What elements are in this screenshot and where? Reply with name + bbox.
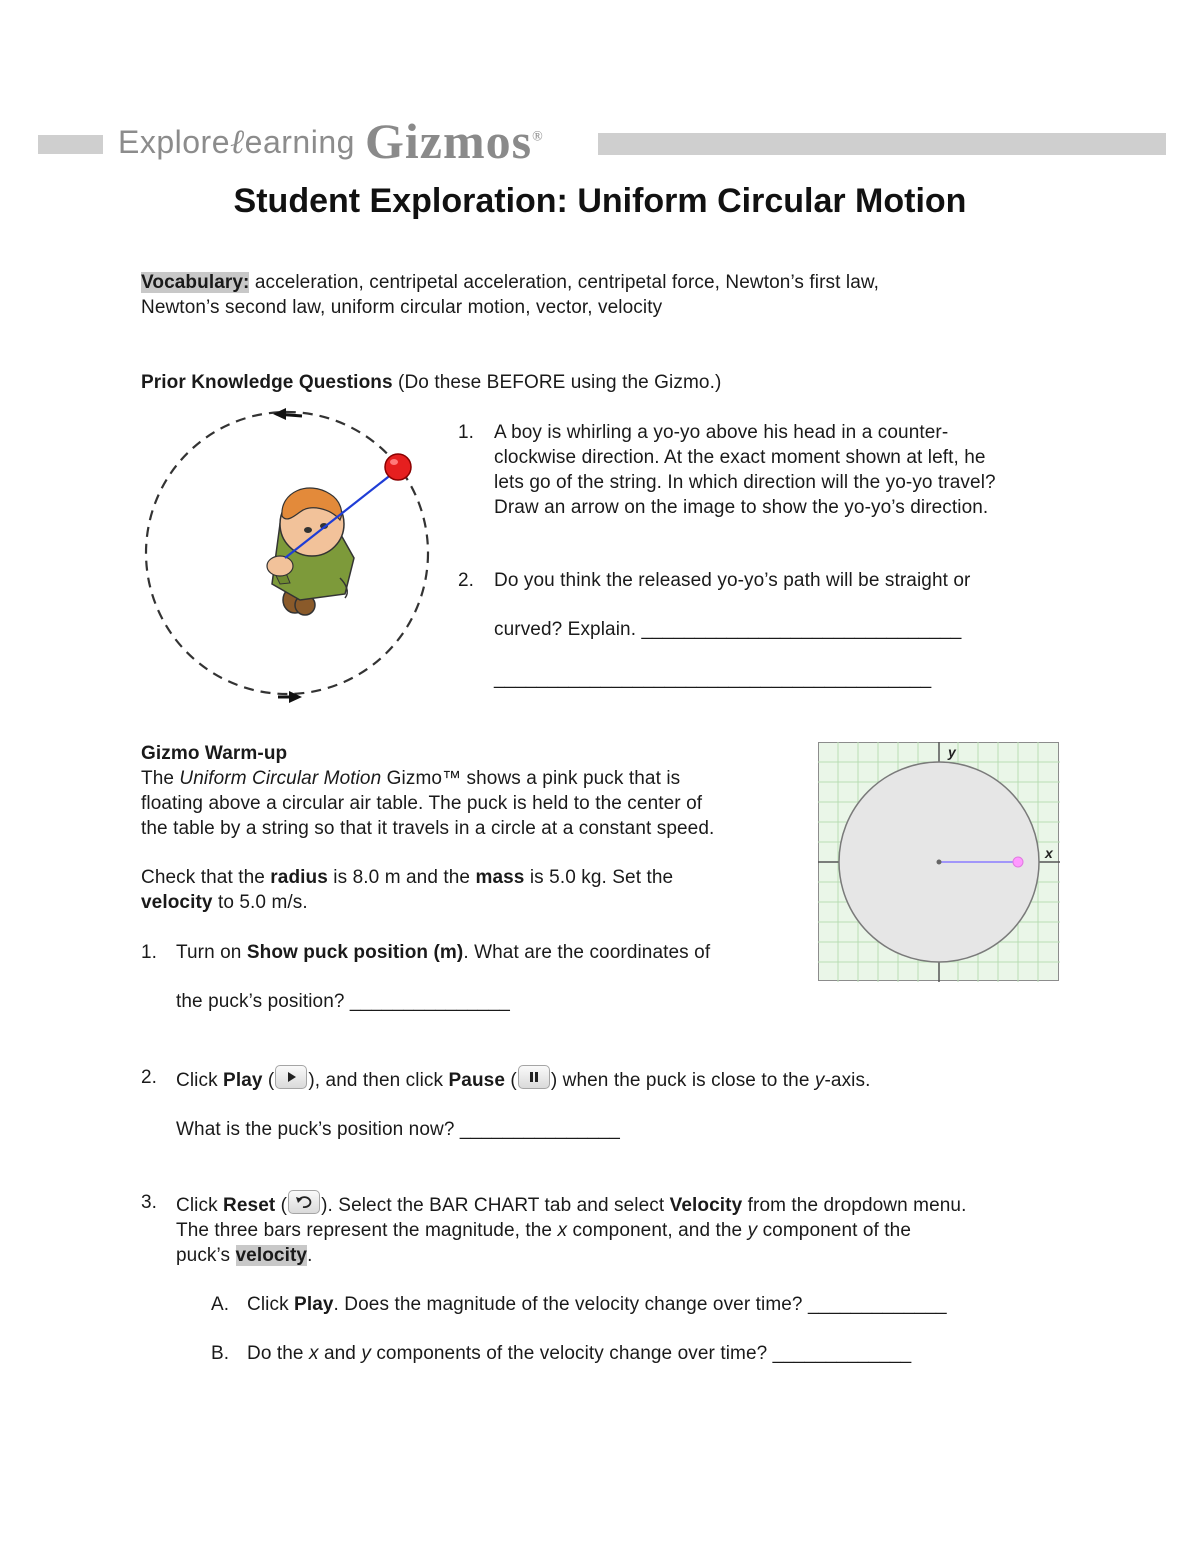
warmup-q1-answer-line[interactable]: the puck’s position? _______________ [176, 991, 510, 1012]
warmup-q2-line1: Click Play ( ), and then click Pause ( ) when the puck is close to the y-axis. [176, 1065, 1101, 1093]
prior-question-2: 2. Do you think the released yo-yo’s path will be straight or curved? Explain. ______________________________ _________________________________________ [458, 568, 1078, 691]
warmup-intro-line1: The Uniform Circular Motion Gizmo™ shows a pink puck that is [141, 768, 681, 789]
prior-knowledge-heading: Prior Knowledge Questions (Do these BEFORE using the Gizmo.) [141, 372, 722, 393]
warmup-heading: Gizmo Warm-up [141, 743, 288, 764]
boy-figure [267, 488, 354, 615]
warmup-q3-line1: Click Reset ( ). Select the BAR CHART tab and select Velocity from the dropdown menu. [176, 1190, 1101, 1218]
vocabulary-line2: Newton’s second law, uniform circular motion, vector, velocity [141, 297, 663, 318]
warmup-check-line2: velocity to 5.0 m/s. [141, 892, 308, 913]
page-title: Student Exploration: Uniform Circular Motion [233, 182, 967, 220]
prior-q2-answer-line-2[interactable]: _________________________________________ [494, 668, 932, 689]
warmup-question-1: 1. Turn on Show puck position (m). What are the coordinates of the puck’s position? _______________ [141, 940, 821, 1014]
prior-q1-line: lets go of the string. In which direction will the yo-yo travel? [494, 472, 996, 493]
vocabulary-label: Vocabulary: [141, 272, 250, 293]
part-a-answer-line[interactable]: . Does the magnitude of the velocity change over time? _____________ [333, 1294, 947, 1315]
part-b-answer-line[interactable]: components of the velocity change over time? _____________ [370, 1343, 912, 1364]
center-pin [937, 860, 942, 865]
pause-button-icon [518, 1065, 550, 1089]
logo-swirl-l: ℓ [230, 124, 245, 161]
prior-q1-line: clockwise direction. At the exact moment shown at left, he [494, 447, 986, 468]
warmup-question-2: 2. Click Play ( ), and then click Pause ( ) when the puck is close to the y-axis. What is the puck’s position now? _______________ [141, 1065, 1101, 1142]
prior-q1-line: A boy is whirling a yo-yo above his head in a counter- [494, 422, 949, 443]
vocabulary [141, 270, 1101, 320]
gizmos-logo: Gizmos® [365, 113, 544, 169]
prior-q2-answer-line[interactable]: curved? Explain. ______________________________ [494, 619, 962, 640]
warmup-q3-part-a: A. Click Play. Does the magnitude of the velocity change over time? _____________ [211, 1294, 947, 1315]
warmup-intro-line2: floating above a circular air table. The puck is held to the center of [141, 793, 703, 814]
yoyo-ball [385, 454, 411, 480]
warmup-intro-line3: the table by a string so that it travels in a circle at a constant speed. [141, 818, 715, 839]
prior-q2-line1: Do you think the released yo-yo’s path will be straight or [494, 570, 971, 591]
warmup-question-3: 3. Click Reset ( ). Select the BAR CHART tab and select Velocity from the dropdown menu. The three bars represent the magnitude, the x component, and the y component of the puck’s velocity. A. Click Play. Does the magnitude of the velocity change over time? _____________ B. Do the x and y components of the velocity change over time? _____________ [141, 1190, 1101, 1366]
prior-q1-line: Draw an arrow on the image to show the yo-yo’s direction. [494, 497, 989, 518]
warmup-q2-answer-line[interactable]: What is the puck’s position now? _______________ [176, 1119, 620, 1140]
warmup-q3-line3: puck’s velocity. [176, 1245, 313, 1266]
play-button-icon [275, 1065, 307, 1089]
header-banner [38, 112, 1166, 172]
vocabulary-line1: acceleration, centripetal acceleration, centripetal force, Newton’s first law, [249, 272, 880, 293]
warmup-q3-line2: The three bars represent the magnitude, the x component, and the y component of the [176, 1220, 912, 1241]
warmup-section [141, 741, 801, 915]
explorelearning-logo: Exploreℓearning [118, 124, 355, 161]
warmup-check-line1: Check that the radius is 8.0 m and the mass is 5.0 kg. Set the [141, 867, 674, 888]
warmup-q3-part-b: B. Do the x and y components of the velocity change over time? _____________ [211, 1343, 912, 1364]
y-axis-label: y [948, 744, 956, 760]
warmup-q1-line1: Turn on Show puck position (m). What are the coordinates of [176, 942, 711, 963]
x-axis-label: x [1045, 845, 1053, 861]
yoyo-illustration [140, 408, 440, 708]
reset-button-icon [288, 1190, 320, 1214]
pink-puck [1013, 857, 1023, 867]
top-arrow-icon [273, 408, 302, 420]
gizmo-diagram [818, 742, 1060, 982]
prior-question-1: 1. A boy is whirling a yo-yo above his head in a counter- clockwise direction. At the exact moment shown at left, he lets go of the string. In which direction will the yo-yo travel? Draw an arrow on the image to show the yo-yo’s direction. [458, 420, 1078, 520]
